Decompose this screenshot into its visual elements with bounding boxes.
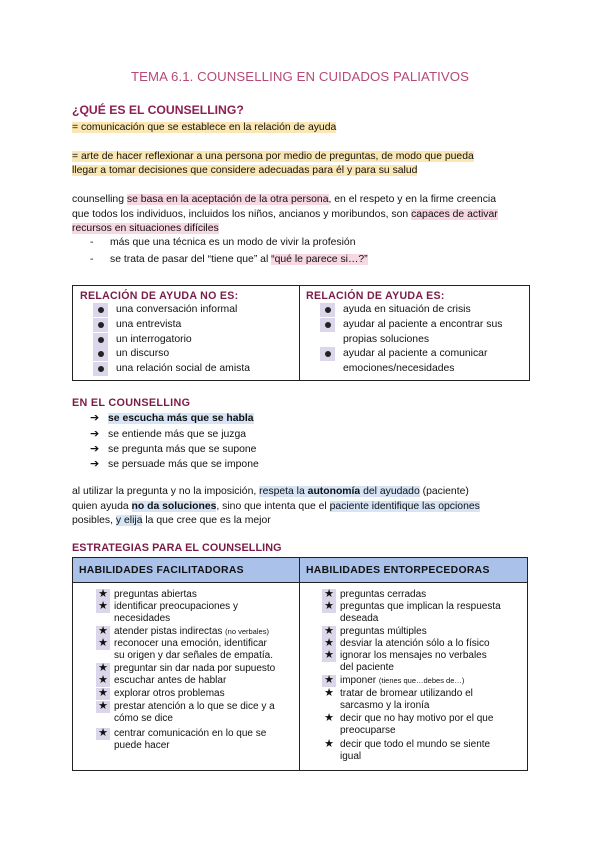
arrow-list-item: ➔ se entiende más que se juzga [90,428,247,440]
relacion-es-heading: RELACIÓN DE AYUDA ES: [306,290,445,302]
paragraph-2-line-3: posibles, y elija la que cree que es la mejor [72,515,271,526]
page-title: TEMA 6.1. COUNSELLING EN CUIDADOS PALIATIVOS [130,69,470,84]
star-icon: ★ [96,701,110,713]
table-divider [299,286,300,380]
star-icon: ★ [324,712,334,724]
table-divider [299,558,300,770]
definition-2-line-1: = arte de hacer reflexionar a una persona por medio de preguntas, de modo que pueda [72,151,474,162]
definition-1: = comunicación que se establece en la relación de ayuda [72,122,337,133]
star-icon: ★ [322,675,336,687]
paragraph-1-line-1: counselling se basa en la aceptación de la otra persona, en el respeto y en la firme creencia [72,194,496,205]
relacion-no-es-heading: RELACIÓN DE AYUDA NO ES: [80,290,239,302]
section-heading-que-es: ¿QUÉ ES EL COUNSELLING? [72,103,244,117]
star-icon: ★ [322,650,336,662]
section-heading-en-el-counselling: EN EL COUNSELLING [72,397,191,409]
arrow-right-icon: ➔ [90,458,100,470]
star-icon: ★ [96,601,110,613]
paragraph-2-line-2: quien ayuda no da soluciones, sino que intenta que el paciente identifique las opciones [72,501,480,512]
paragraph-1-line-2: que todos los individuos, incluidos los niños, ancianos y moribundos, son capaces de activar [72,209,498,220]
bullet-icon [325,322,331,328]
star-icon: ★ [322,626,336,638]
star-icon: ★ [96,638,110,650]
star-icon: ★ [322,601,336,613]
bullet-icon [98,351,104,357]
star-icon: ★ [96,688,110,700]
bullet-icon [98,337,104,343]
star-icon: ★ [96,675,110,687]
star-icon: ★ [322,638,336,650]
paragraph-1-line-3: recursos en situaciones difíciles [72,223,219,234]
star-icon: ★ [322,589,336,601]
section-heading-estrategias: ESTRATEGIAS PARA EL COUNSELLING [72,542,282,554]
bullet-icon [98,307,104,313]
estrategias-table: HABILIDADES FACILITADORAS HABILIDADES ENTORPECEDORAS ★ preguntas abiertas ★ identificar preocupaciones y necesidades ★ atender pistas indirectas (no verbales) ★ reconocer una emoción, identificar su origen y dar señales de empatía. ★ preguntar sin dar nada por supuesto ★ escuchar antes de hablar ★ explorar otros problemas ★ prestar atención a lo que se dice y a cómo se dice ★ centrar comunicación en lo que se puede hacer ★ preguntas cerradas ★ preguntas que implican la respuesta deseada ★ preguntas múltiples ★ desviar la atención sólo a lo físico ★ ignorar los mensajes no verbales del paciente ★ imponer (tienes que…debes de…) ★ tratar de bromear utilizando el sarcasmo y la ironía ★ decir que no hay motivo por el que preocuparse ★ decir que todo el mundo se siente igual [72,557,528,771]
bullet-icon [325,351,331,357]
bullet-icon [325,307,331,313]
facilitadoras-heading: HABILIDADES FACILITADORAS [79,565,244,576]
arrow-right-icon: ➔ [90,428,100,440]
bullet-icon [98,366,104,372]
entorpecedoras-heading: HABILIDADES ENTORPECEDORAS [306,565,490,576]
bullet-icon [98,322,104,328]
star-icon: ★ [96,663,110,675]
star-icon: ★ [324,738,334,750]
star-icon: ★ [324,687,334,699]
arrow-right-icon: ➔ [90,443,100,455]
star-icon: ★ [96,626,110,638]
arrow-list-item: ➔ se persuade más que se impone [90,458,259,470]
paragraph-2-line-1: al utilizar la pregunta y no la imposición, respeta la autonomía del ayudado (paciente) [72,486,469,497]
dash-list-item: - más que una técnica es un modo de vivir la profesión [90,237,356,248]
arrow-list-item: ➔ se escucha más que se habla [90,412,254,424]
arrow-list-item: ➔ se pregunta más que se supone [90,443,257,455]
definition-2-line-2: llegar a tomar decisiones que considere adecuadas para él y para su salud [72,165,418,176]
dash-list-item: - se trata de pasar del “tiene que” al “qué le parece si…?” [90,254,368,265]
arrow-right-icon: ➔ [90,412,100,424]
star-icon: ★ [96,728,110,740]
star-icon: ★ [96,589,110,601]
relacion-ayuda-table: RELACIÓN DE AYUDA NO ES: RELACIÓN DE AYUDA ES: una conversación informal una entrevista un interrogatorio un discurso una relación social de amista ayuda en situación de crisis ayudar al paciente a encontrar sus propias soluciones ayudar al paciente a comunicar emociones/necesidades [72,285,530,381]
